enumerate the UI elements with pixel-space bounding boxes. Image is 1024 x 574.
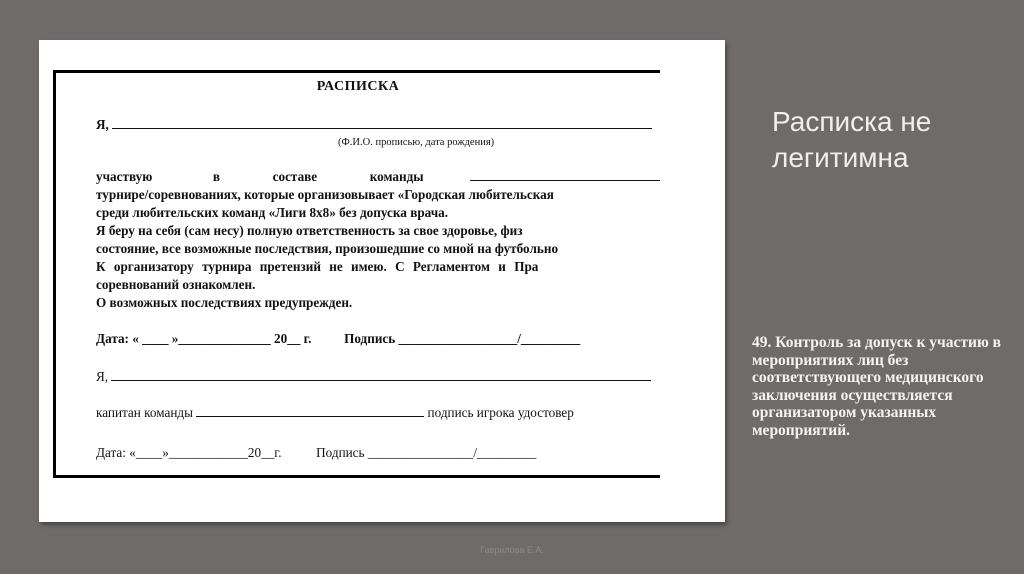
team-word-3: составе (272, 169, 318, 184)
name-line (96, 117, 652, 133)
name-label: Я, (96, 117, 109, 132)
captain-blank (196, 405, 424, 417)
second-name-blank (111, 369, 651, 381)
form-line-5: состояние, все возможные последствия, произошедшие со мной на футбольно (96, 241, 559, 256)
team-word-2: в (212, 169, 221, 184)
form-line-2: турнире/соревнованиях, которые организовывает «Городская любительская (96, 187, 554, 202)
team-blank (470, 169, 660, 181)
player-signature-label: подпись игрока удостовер (427, 405, 574, 420)
form-line-7: соревнований ознакомлен. (96, 277, 256, 292)
date-line-2 (96, 445, 536, 461)
captain-label: капитан команды (96, 405, 193, 420)
second-name-line (96, 369, 651, 385)
signature-1: Подпись __________________/_________ (344, 331, 581, 346)
regulation-note: 49. Контроль за допуск к участию в мероприятиях лиц без соответствующего медицинского заключения осуществляется организатором указанных мероприятий. (752, 334, 1002, 439)
form-line-6: К организатору турнира претензий не имею. С Регламентом и Пра (96, 259, 539, 274)
date-1: Дата: « ____ »______________ 20__ г. (96, 331, 312, 346)
name-hint: (Ф.И.О. прописью, дата рождения) (338, 137, 495, 148)
slide-footer: Гаврилова Е.А. (480, 545, 544, 555)
signature-2: Подпись ________________/_________ (316, 445, 537, 460)
team-line (96, 169, 660, 185)
slide-title: Расписка не легитимна (772, 106, 932, 173)
form-line-3: среди любительских команд «Лиги 8х8» без допуска врача. (96, 205, 449, 220)
receipt-form (53, 70, 660, 478)
form-line-4: Я беру на себя (сам несу) полную ответственность за свое здоровье, физ (96, 223, 523, 238)
team-word-1: участвую (96, 169, 153, 184)
form-title: РАСПИСКА (316, 79, 400, 94)
captain-line (96, 405, 574, 421)
team-word-4: команды (369, 169, 424, 184)
form-line-8: О возможных последствиях предупрежден. (96, 295, 353, 310)
date-line-1 (96, 331, 580, 347)
document-image (39, 40, 725, 522)
second-name-label: Я, (96, 369, 109, 384)
date-2: Дата: «____»____________20__г. (96, 445, 282, 460)
name-blank (112, 117, 652, 129)
